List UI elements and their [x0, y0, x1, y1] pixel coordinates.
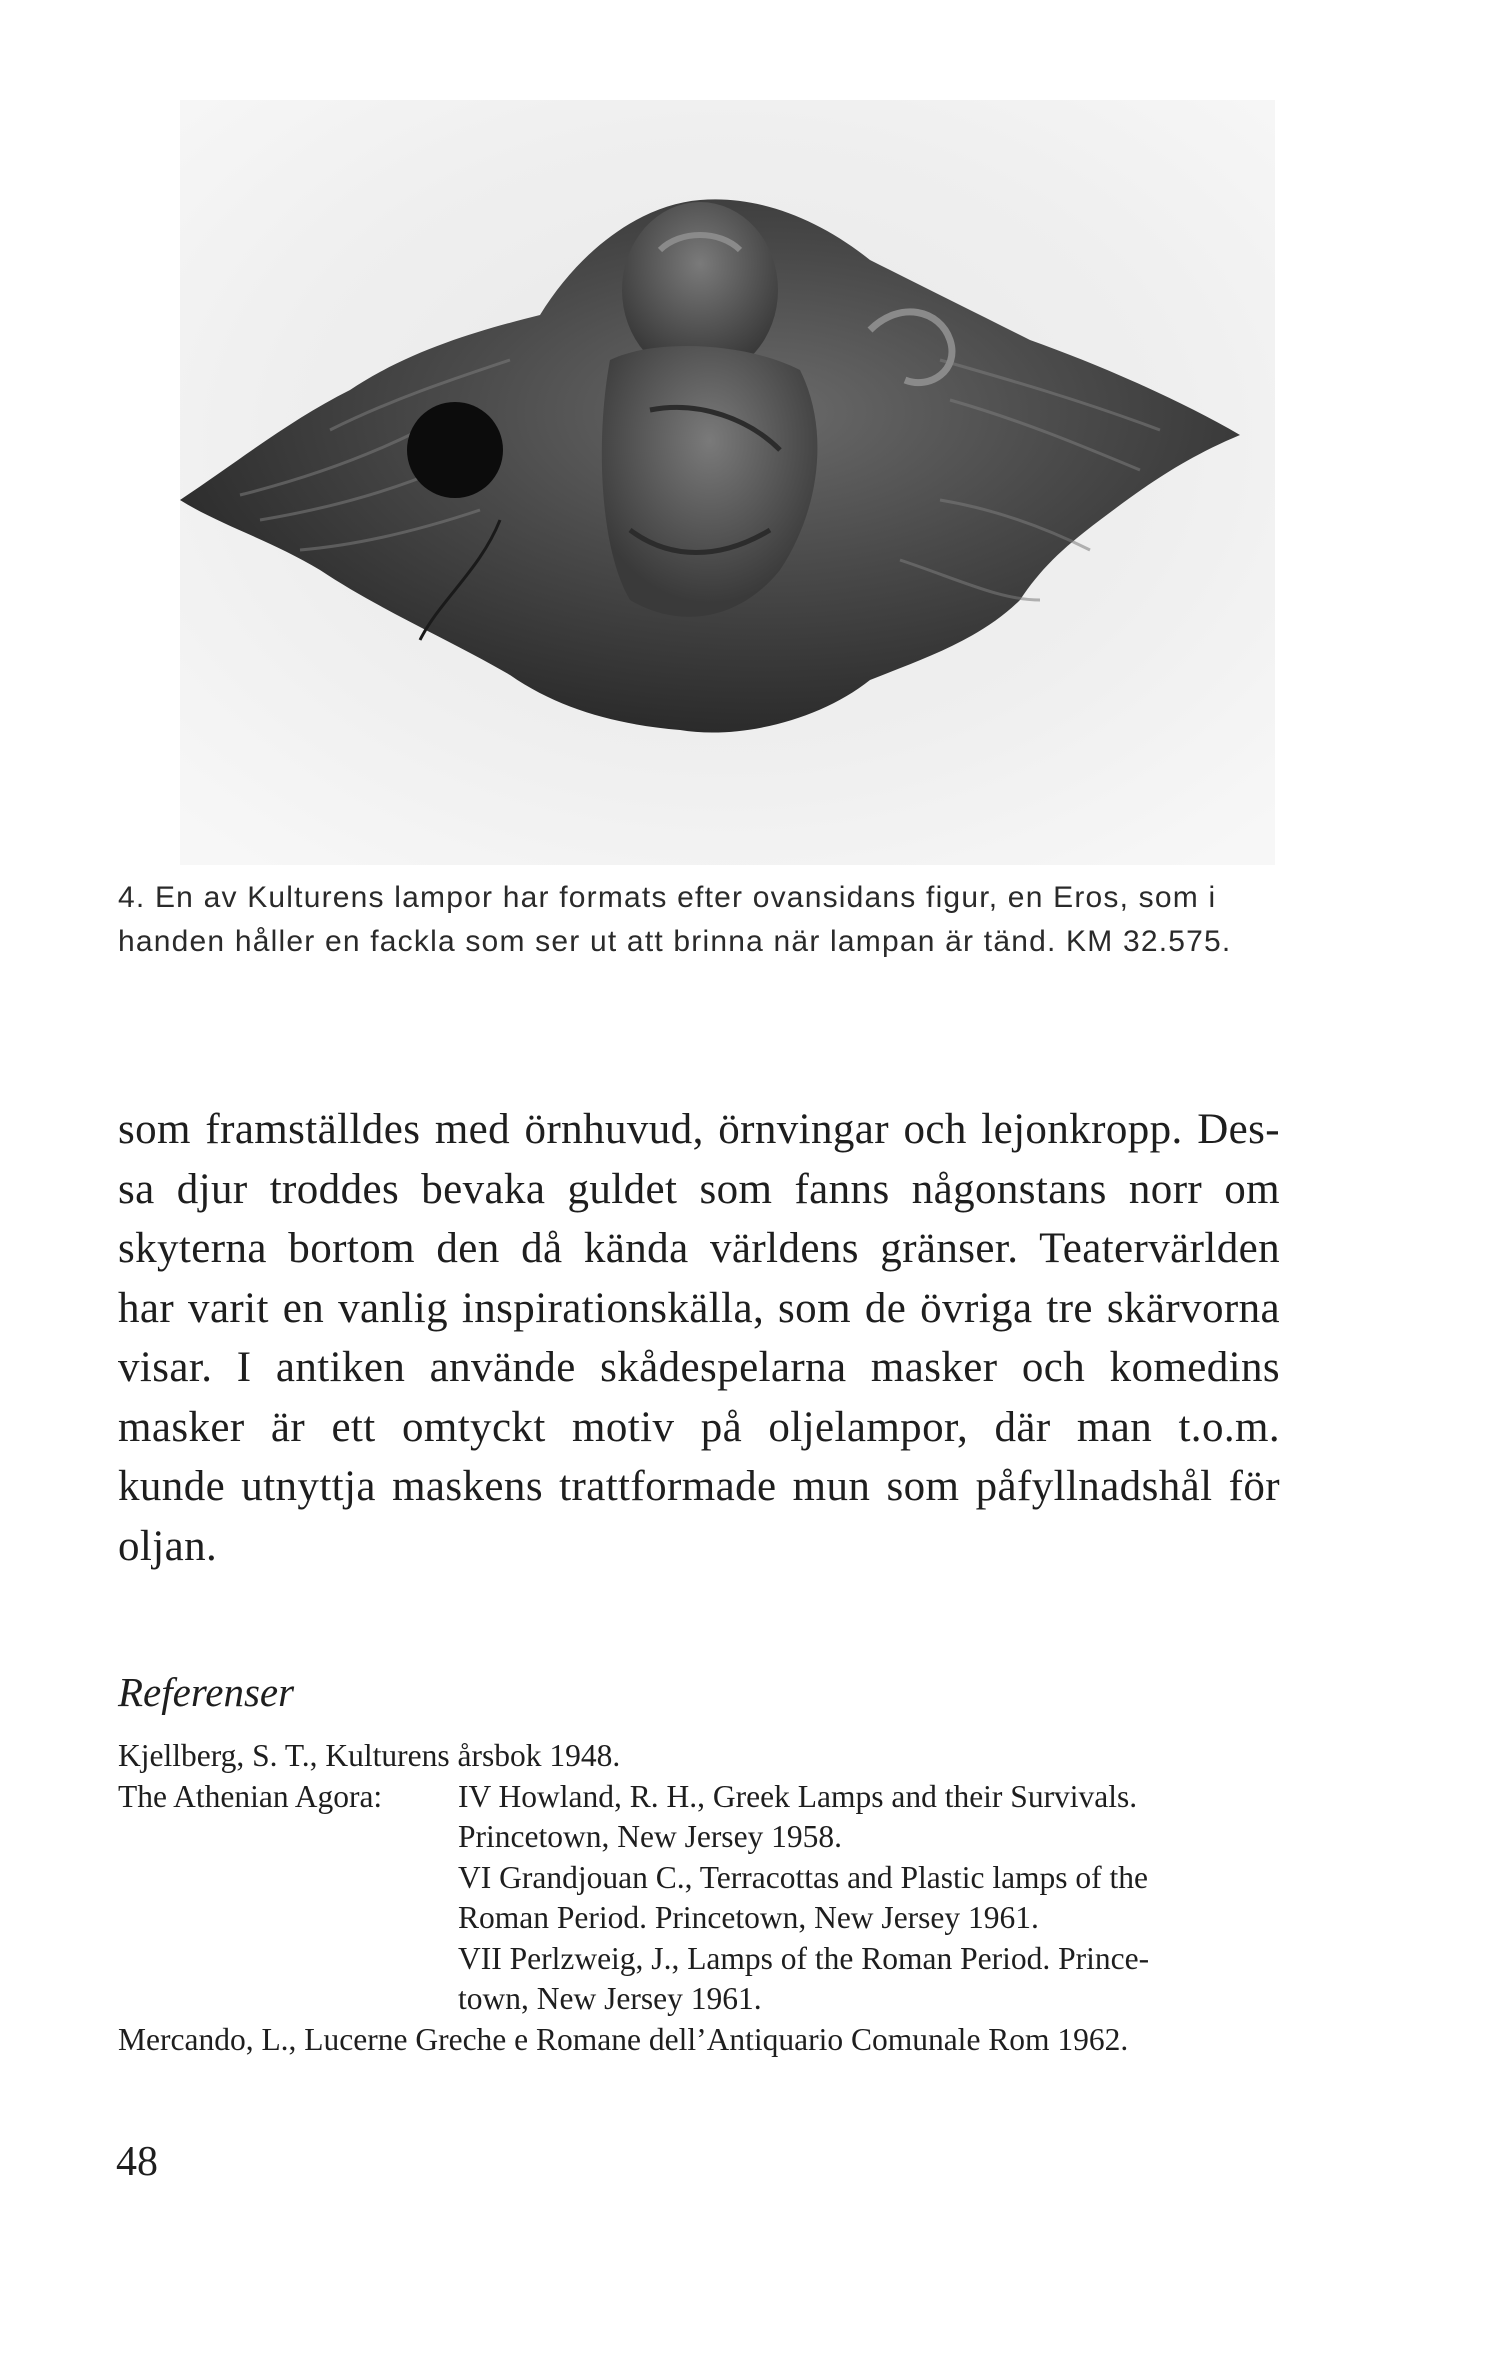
figure-caption	[118, 876, 1278, 964]
caption-line: handen håller en fackla som ser ut att brinna när lampan är tänd. KM 32.575.	[118, 925, 1232, 958]
reference-agora-item: Roman Period. Princetown, New Jersey 1961.	[458, 1900, 1039, 1935]
body-line: sa djur troddes bevaka guldet som fanns någonstans norr om	[118, 1165, 1280, 1213]
reference-agora-item: VII Perlzweig, J., Lamps of the Roman Period. Prince-	[458, 1940, 1150, 1976]
body-line: masker är ett omtyckt motiv på oljelampor, där man t.o.m.	[118, 1403, 1280, 1451]
references-list	[118, 1736, 1298, 2060]
body-line: visar. I antiken använde skådespelarna masker och komedins	[118, 1344, 1280, 1391]
body-paragraph	[118, 1100, 1280, 1576]
body-line: oljan.	[118, 1522, 218, 1570]
body-line: har varit en vanlig inspirationskälla, som de övriga tre skärvorna	[118, 1284, 1280, 1332]
reference-kjellberg: Kjellberg, S. T., Kulturens årsbok 1948.	[118, 1738, 621, 1773]
page-number: 48	[116, 2139, 158, 2185]
reference-agora-item: IV Howland, R. H., Greek Lamps and their Survivals.	[458, 1778, 1138, 1814]
references-heading: Referenser	[118, 1669, 295, 1715]
reference-agora-item: VI Grandjouan C., Terracottas and Plastic lamps of the	[458, 1859, 1149, 1895]
reference-agora-continued	[118, 1817, 1298, 2020]
reference-agora	[118, 1777, 1298, 1818]
body-line: skyterna bortom den då kända världens gränser. Teatervärlden	[118, 1225, 1280, 1272]
figure-photo	[180, 100, 1275, 865]
reference-mercando: Mercando, L., Lucerne Greche e Romane dell’Antiquario Comunale Rom 1962.	[118, 2021, 1129, 2057]
caption-line: 4. En av Kulturens lampor har formats efter ovansidans figur, en Eros, som i	[118, 881, 1217, 914]
body-line: kunde utnyttja maskens trattformade mun som påfyllnadshål för	[118, 1463, 1280, 1510]
reference-agora-item: town, New Jersey 1961.	[458, 1981, 762, 2016]
reference-agora-item: Princetown, New Jersey 1958.	[458, 1819, 843, 1854]
fill-hole	[407, 402, 503, 498]
reference-agora-label: The Athenian Agora:	[118, 1778, 383, 1814]
eros-lamp-photo	[180, 100, 1275, 865]
body-line: som framställdes med örnhuvud, örnvingar och lejonkropp. Des-	[118, 1106, 1280, 1153]
